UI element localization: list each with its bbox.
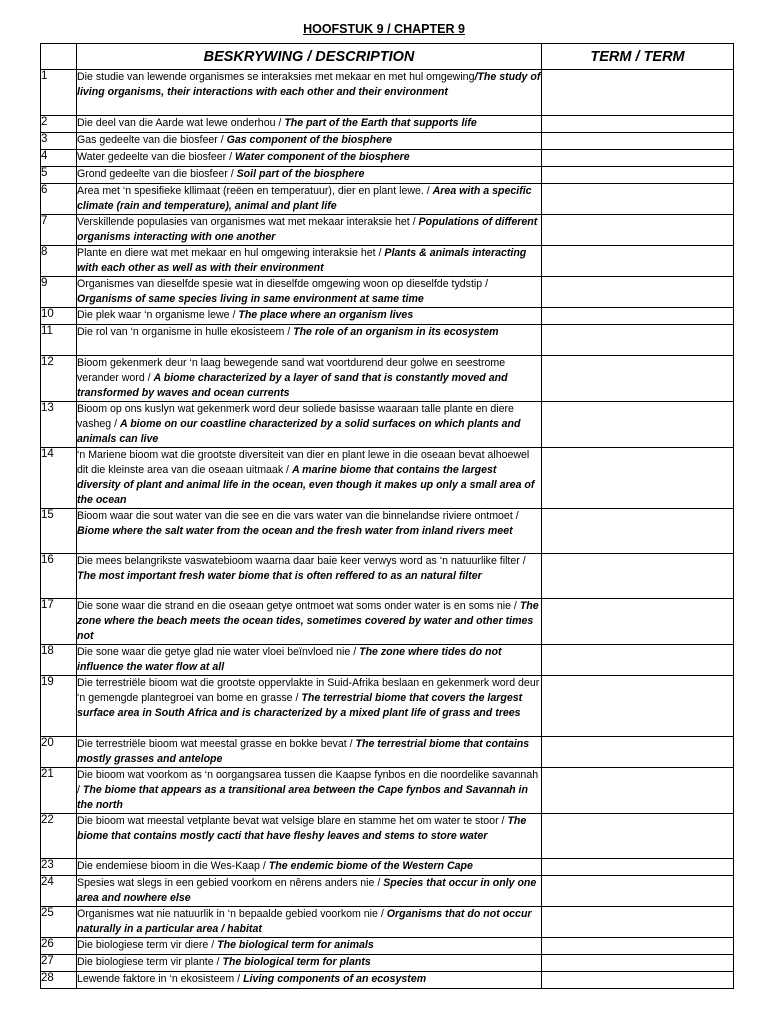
afrikaans-description: Die mees belangrikste vaswatebioom waarna daar baie keer verwys word as ‘n natuurlike filter / [77,555,526,567]
table-row [41,676,734,737]
term-answer-cell[interactable] [542,325,734,356]
english-description: The biological term for animals [217,939,374,951]
table-row [41,215,734,246]
english-description: The endemic biome of the Western Cape [268,860,473,872]
row-number: 23 [41,859,77,876]
row-number: 18 [41,645,77,676]
term-answer-cell[interactable] [542,308,734,325]
table-row [41,645,734,676]
term-answer-cell[interactable] [542,599,734,645]
english-description: The part of the Earth that supports life [284,117,477,129]
row-number: 4 [41,150,77,167]
afrikaans-description: Lewende faktore in ‘n ekosisteem / [77,973,244,985]
afrikaans-description: Plante en diere wat met mekaar en hul omgewing interaksie het / [77,247,385,259]
term-answer-cell[interactable] [542,955,734,972]
description-cell [77,215,542,246]
english-description: The biome that appears as a transitional area between the Cape fynbos and Savannah in the north [77,784,528,811]
afrikaans-description: Area met ‘n spesifieke kllimaat (reëen en temperatuur), dier en plant lewe. / [77,185,433,197]
description-cell [77,509,542,554]
afrikaans-description: Die studie van lewende organismes se interaksies met mekaar en met hul omgewing [77,71,475,83]
afrikaans-description: Organismes wat nie natuurlik in ‘n bepaalde gebied voorkom nie / [77,908,387,920]
term-answer-cell[interactable] [542,814,734,859]
table-row [41,814,734,859]
table-header-row [41,44,734,70]
term-answer-cell[interactable] [542,509,734,554]
english-description: Organisms of same species living in same environment at same time [77,293,424,305]
description-cell [77,150,542,167]
english-description: Organisms that do not occur naturally in a particular area / habitat [77,908,532,935]
description-cell [77,737,542,768]
english-description: The most important fresh water biome that is often reffered to as an natural filter [77,570,482,582]
afrikaans-description: Water gedeelte van die biosfeer / [77,151,236,163]
table-row [41,768,734,814]
number-column-header [41,44,77,70]
table-row [41,356,734,402]
afrikaans-description: Die sone waar die getye glad nie water vloei beïnvloed nie / [77,646,360,658]
afrikaans-description: Die terrestriële bioom wat die grootste oppervlakte in Suid-Afrika beslaan en gekenmerk word deur ‘n gemengde plantegroei van bome en grasse / [77,677,540,704]
term-answer-cell[interactable] [542,907,734,938]
page-title: HOOFSTUK 9 / CHAPTER 9 [303,22,465,36]
term-answer-cell[interactable] [542,356,734,402]
description-cell [77,814,542,859]
table-row [41,737,734,768]
term-answer-cell[interactable] [542,246,734,277]
term-answer-cell[interactable] [542,402,734,448]
table-row [41,133,734,150]
english-description: Soil part of the biosphere [236,168,365,180]
term-answer-cell[interactable] [542,70,734,116]
afrikaans-description: Grond gedeelte van die biosfeer / [77,168,237,180]
terminology-table [40,43,734,989]
term-answer-cell[interactable] [542,184,734,215]
description-cell [77,938,542,955]
term-answer-cell[interactable] [542,167,734,184]
term-answer-cell[interactable] [542,150,734,167]
description-cell [77,325,542,356]
afrikaans-description: Die sone waar die strand en die oseaan getye ontmoet wat soms onder water is en soms nie / [77,600,520,612]
english-description: A marine biome that contains the largest diversity of plant and animal life in the ocean, even though it makes up only a small area of the ocean [77,464,535,506]
description-cell [77,645,542,676]
table-row [41,116,734,133]
english-description: The role of an organism in its ecosystem [293,326,499,338]
description-cell [77,246,542,277]
term-answer-cell[interactable] [542,938,734,955]
row-number: 11 [41,325,77,356]
afrikaans-description: Die rol van ‘n organisme in hulle ekosisteem / [77,326,294,338]
description-cell [77,554,542,599]
english-description: Biome where the salt water from the ocean and the fresh water from inland rivers meet [77,525,513,537]
table-row [41,509,734,554]
term-answer-cell[interactable] [542,133,734,150]
table-row [41,938,734,955]
term-answer-cell[interactable] [542,676,734,737]
description-cell [77,356,542,402]
afrikaans-description: Die terrestriële bioom wat meestal grasse en bokke bevat / [77,738,356,750]
table-row [41,859,734,876]
table-row [41,184,734,215]
term-answer-cell[interactable] [542,116,734,133]
description-cell [77,184,542,215]
description-cell [77,133,542,150]
afrikaans-description: Verskillende populasies van organismes wat met mekaar interaksie het / [77,216,419,228]
afrikaans-description: Die bioom wat voorkom as ‘n oorgangsarea tussen die Kaapse fynbos en die noordelike savannah / [77,769,539,796]
english-description: The terrestrial biome that covers the largest surface area in South Africa and is characterized by a mixed plant life of grass and trees [77,692,523,719]
english-description: A biome characterized by a layer of sand that is constantly moved and transformed by waves and ocean currents [77,372,508,399]
row-number: 17 [41,599,77,645]
term-column-header: TERM / TERM [542,44,734,70]
row-number: 10 [41,308,77,325]
row-number: 8 [41,246,77,277]
afrikaans-description: Bioom waar die sout water van die see en die vars water van die binnelandse riviere ontmoet / [77,510,519,522]
row-number: 26 [41,938,77,955]
english-description: Gas component of the biosphere [226,134,392,146]
english-description: The place where an organism lives [238,309,414,321]
term-answer-cell[interactable] [542,972,734,989]
row-number: 22 [41,814,77,859]
table-row [41,325,734,356]
english-description: Populations of different organisms interacting with one another [77,216,538,243]
table-body [41,70,734,989]
english-description: The zone where tides do not influence the water flow at all [77,646,502,673]
row-number: 25 [41,907,77,938]
table-row [41,448,734,509]
row-number: 5 [41,167,77,184]
table-row [41,246,734,277]
afrikaans-description: Die biologiese term vir plante / [77,956,223,968]
term-answer-cell[interactable] [542,277,734,308]
row-number: 13 [41,402,77,448]
afrikaans-description: Gas gedeelte van die biosfeer / [77,134,227,146]
english-description: Plants & animals interacting with each other as well as with their environment [77,247,527,274]
afrikaans-description: Organismes van dieselfde spesie wat in dieselfde omgewing woon op dieselfde tydstip / [77,278,489,290]
term-answer-cell[interactable] [542,645,734,676]
table-row [41,972,734,989]
table-row [41,876,734,907]
description-cell [77,116,542,133]
description-cell [77,402,542,448]
term-answer-cell[interactable] [542,768,734,814]
description-cell [77,768,542,814]
afrikaans-description: Die biologiese term vir diere / [77,939,218,951]
row-number: 12 [41,356,77,402]
term-answer-cell[interactable] [542,554,734,599]
description-cell [77,167,542,184]
description-cell [77,308,542,325]
description-column-header: BESKRYWING / DESCRIPTION [77,44,542,70]
english-description: The terrestrial biome that contains mostly grasses and antelope [77,738,530,765]
afrikaans-description: Bioom gekenmerk deur ‘n laag bewegende sand wat voortdurend deur golwe en seestrome verander word / [77,357,506,384]
row-number: 14 [41,448,77,509]
afrikaans-description: Spesies wat slegs in een gebied voorkom en nêrens anders nie / [77,877,384,889]
description-cell [77,70,542,116]
table-row [41,167,734,184]
afrikaans-description: ‘n Mariene bioom wat die grootste diversiteit van dier en plant lewe in die oseaan bevat alhoewel dit die kleinste area van die oseaan uitmaak / [77,449,530,476]
description-cell [77,277,542,308]
english-description: Water component of the biosphere [235,151,410,163]
english-description: Living components of an ecosystem [243,973,427,985]
afrikaans-description: Die plek waar ‘n organisme lewe / [77,309,239,321]
table-row [41,402,734,448]
afrikaans-description: Die endemiese bioom in die Wes-Kaap / [77,860,269,872]
row-number: 2 [41,116,77,133]
term-answer-cell[interactable] [542,737,734,768]
table-row [41,150,734,167]
english-description: The biome that contains mostly cacti that have fleshy leaves and stems to store water [77,815,527,842]
english-description: /The study of living organisms, their interactions with each other and their environment [77,71,541,98]
description-cell [77,907,542,938]
description-cell [77,876,542,907]
table-row [41,955,734,972]
row-number: 28 [41,972,77,989]
term-answer-cell[interactable] [542,859,734,876]
english-description: Species that occur in only one area and nowhere else [77,877,537,904]
afrikaans-description: Die deel van die Aarde wat lewe onderhou / [77,117,285,129]
table-row [41,308,734,325]
row-number: 7 [41,215,77,246]
english-description: The biological term for plants [222,956,371,968]
table-row [41,70,734,116]
term-answer-cell[interactable] [542,215,734,246]
table-row [41,599,734,645]
term-answer-cell[interactable] [542,448,734,509]
description-cell [77,599,542,645]
description-cell [77,972,542,989]
english-description: A biome on our coastline characterized by a solid surfaces on which plants and animals can live [77,418,521,445]
description-cell [77,955,542,972]
table-row [41,907,734,938]
row-number: 24 [41,876,77,907]
description-cell [77,859,542,876]
term-answer-cell[interactable] [542,876,734,907]
row-number: 27 [41,955,77,972]
row-number: 3 [41,133,77,150]
afrikaans-description: Die bioom wat meestal vetplante bevat wat velsige blare en stamme het om water te stoor / [77,815,508,827]
row-number: 9 [41,277,77,308]
english-description: Area with a specific climate (rain and temperature), animal and plant life [77,185,532,212]
row-number: 21 [41,768,77,814]
row-number: 6 [41,184,77,215]
row-number: 15 [41,509,77,554]
row-number: 19 [41,676,77,737]
row-number: 1 [41,70,77,116]
row-number: 16 [41,554,77,599]
description-cell [77,676,542,737]
description-cell [77,448,542,509]
afrikaans-description: Bioom op ons kuslyn wat gekenmerk word deur soliede basisse waaraan talle plante en diere vasheg / [77,403,514,430]
table-row [41,277,734,308]
english-description: The zone where the beach meets the ocean tides, sometimes covered by water and other times not [77,600,539,642]
row-number: 20 [41,737,77,768]
table-row [41,554,734,599]
